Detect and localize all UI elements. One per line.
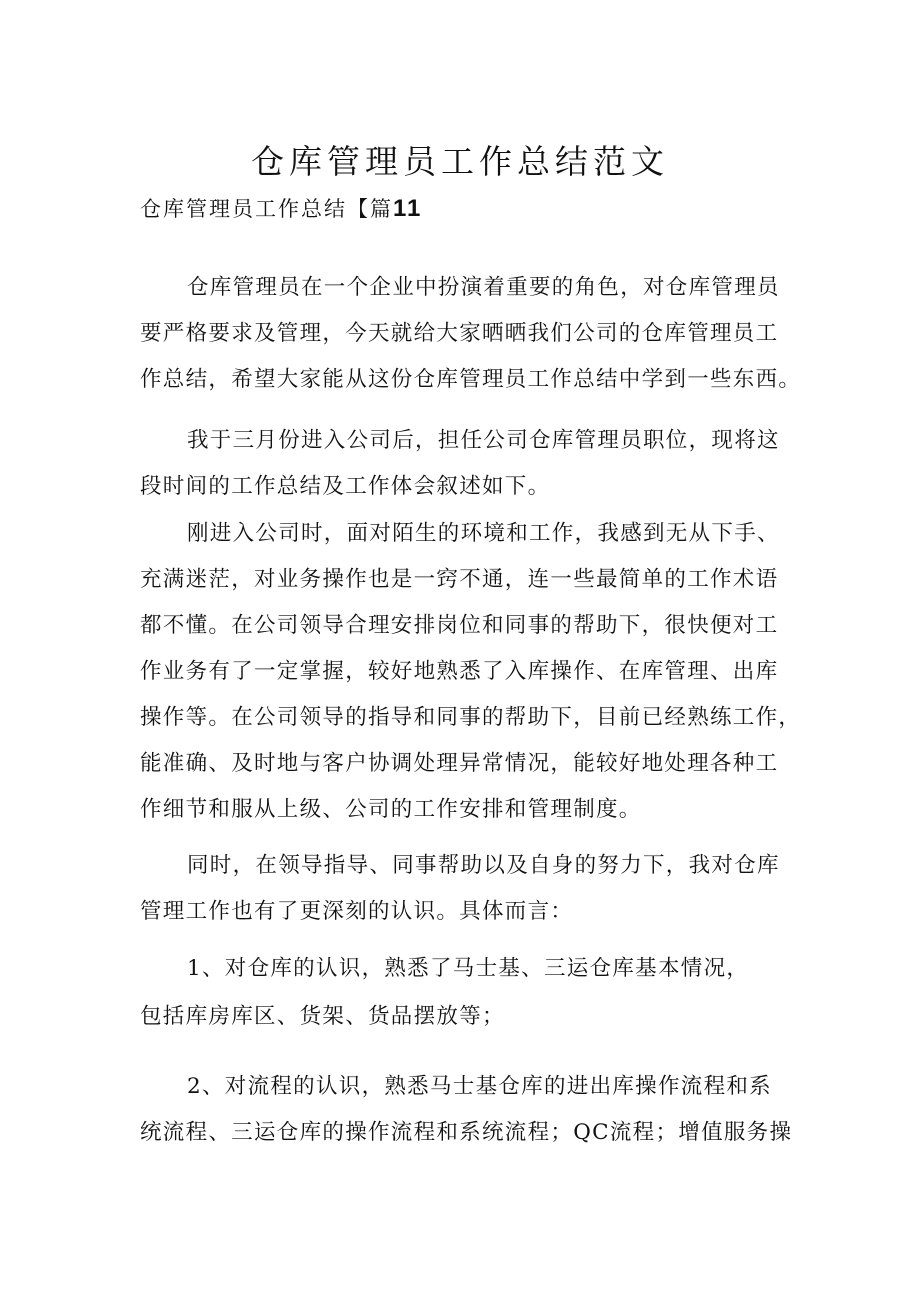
section-heading [140, 193, 422, 223]
paragraph-line: 我于三月份进入公司后，担任公司仓库管理员职位，现将这 [187, 428, 780, 453]
paragraph-line: 充满迷茫，对业务操作也是一窍不通，连一些最简单的工作术语 [140, 567, 779, 592]
list-item-line: 2、对流程的认识，熟悉马士基仓库的进出库操作流程和系 [187, 1074, 772, 1099]
paragraph-line: 同时，在领导指导、同事帮助以及自身的努力下，我对仓库 [187, 853, 780, 878]
paragraph-line: 操作等。在公司领导的指导和同事的帮助下，目前已经熟练工作， [140, 705, 802, 730]
paragraph-line: 段时间的工作总结及工作体会叙述如下。 [140, 474, 551, 499]
document-title: 仓库管理员工作总结范文 [251, 142, 669, 182]
paragraph-line: 仓库管理员在一个企业中扮演着重要的角色，对仓库管理员 [187, 275, 780, 300]
paragraph-line: 能准确、及时地与客户协调处理异常情况，能较好地处理各种工 [140, 751, 779, 776]
section-number: 11 [393, 195, 423, 222]
paragraph-line: 作细节和服从上级、公司的工作安排和管理制度。 [140, 797, 642, 822]
paragraph-line: 管理工作也有了更深刻的认识。具体而言： [140, 899, 574, 924]
paragraph-line: 作业务有了一定掌握，较好地熟悉了入库操作、在库管理、出库 [140, 659, 779, 684]
list-item-line: 统流程、三运仓库的操作流程和系统流程；QC流程；增值服务操 [140, 1120, 793, 1145]
paragraph-line: 刚进入公司时，面对陌生的环境和工作，我感到无从下手、 [187, 521, 780, 546]
list-item-line: 包括库房库区、货架、货品摆放等； [140, 1004, 505, 1029]
paragraph-line: 作总结，希望大家能从这份仓库管理员工作总结中学到一些东西。 [140, 367, 802, 392]
paragraph-line: 要严格要求及管理，今天就给大家晒晒我们公司的仓库管理员工 [140, 321, 779, 346]
paragraph-line: 都不懂。在公司领导合理安排岗位和同事的帮助下，很快便对工 [140, 613, 779, 638]
list-item-line: 1、对仓库的认识，熟悉了马士基、三运仓库基本情况， [187, 956, 750, 981]
section-heading-text: 仓库管理员工作总结【篇 [140, 197, 393, 221]
